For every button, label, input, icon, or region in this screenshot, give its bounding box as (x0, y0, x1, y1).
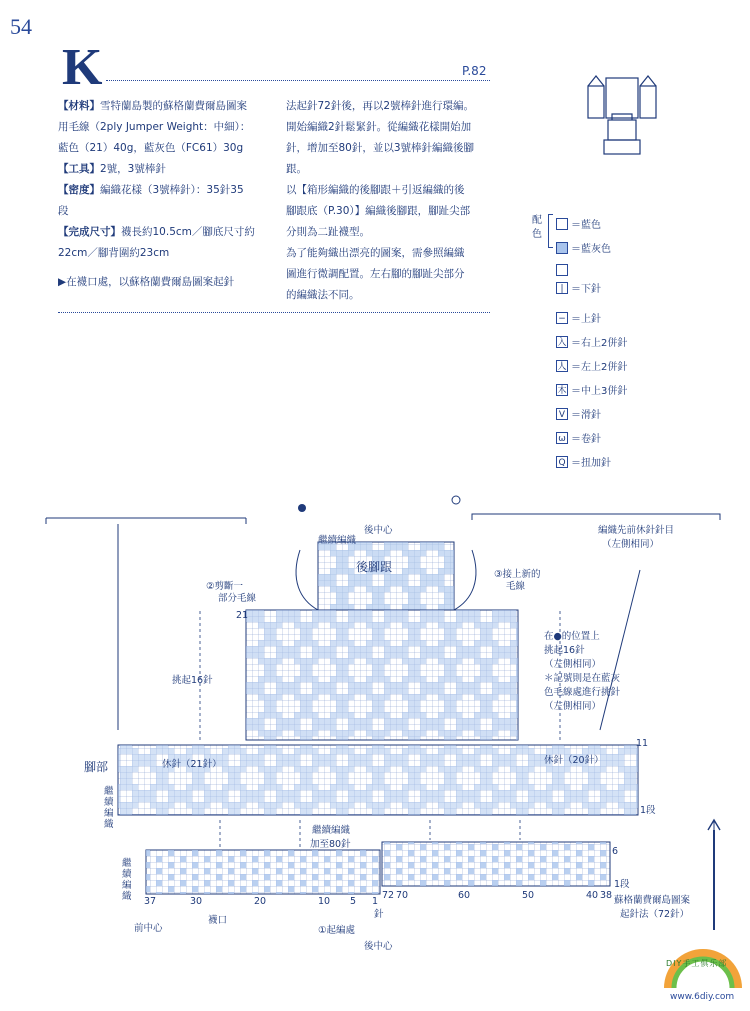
continue-vertical-label: 繼續編織 (104, 786, 114, 830)
marker-dot-icon (298, 504, 306, 512)
instruction-line: 針，增加至80針，並以3號棒針編織後腳 (286, 142, 475, 154)
needle-label: 針 (374, 909, 384, 920)
new-yarn-label-2: 毛線 (506, 581, 526, 592)
tick-label: 60 (458, 890, 471, 901)
tick-label: 72 (382, 890, 395, 901)
cuff-label: 襪口 (208, 915, 228, 926)
pick-position-note: 挑起16針 (544, 645, 585, 656)
rest-front-label: 編織先前休針針目 (598, 525, 675, 536)
text-bottom-dotted-rule (58, 312, 490, 313)
left-dec-icon: 人 (557, 361, 567, 372)
blue-gray-swatch-icon (556, 242, 568, 254)
foot-label: 腳部 (84, 760, 109, 774)
instruction-line: ▶在襪口處，以蘇格蘭費爾島圖案起針 (58, 276, 235, 288)
legend-item: | ＝下針 (556, 280, 601, 295)
tools-line: 【工具】2號，3號棒針 (58, 163, 166, 175)
instruction-line: 腳跟底（P.30）】編織後腳跟，腳趾尖部 (286, 205, 471, 217)
legend-item: V ＝滑針 (556, 406, 601, 421)
legend-item: 木 ＝中上3併針 (557, 385, 628, 397)
pick-position-note: （左側相同） (544, 701, 602, 712)
logo-url: www.6diy.com (670, 992, 735, 1002)
tick-label: 40 (586, 890, 599, 901)
center-back-label: 後中心 (364, 525, 393, 536)
tick-label: 50 (522, 890, 535, 901)
pick-16-label: 挑起16針 (172, 675, 213, 686)
continue-knit-label: 繼續編織 (318, 535, 357, 546)
pattern-cast-label: 蘇格蘭費爾島圖案 (614, 895, 691, 906)
legend-item: Q ＝扭加針 (556, 454, 611, 469)
loop-cast-icon: ω (556, 432, 568, 444)
pick-position-note: （左側相同） (544, 659, 602, 670)
tick-label: 1 (372, 896, 379, 907)
instruction-line: 開始編織2針鬆緊針。從編織花樣開始加 (286, 121, 472, 133)
legend-item: 入 ＝右上2併針 (557, 337, 628, 349)
legend-item: ＝藍灰色 (556, 240, 611, 255)
new-yarn-label: ③接上新的 (494, 569, 541, 580)
instruction-line: 跟。 (286, 163, 307, 175)
material-line: 用毛線（2ply Jumper Weight：中細）： (58, 121, 251, 133)
size-line: 【完成尺寸】襪長約10.5cm／腳底尺寸約 (58, 226, 255, 238)
row-1-label: 1段 (640, 805, 656, 816)
center-dec-icon: 木 (557, 385, 567, 396)
pick-position-note: 色毛線處進行挑針 (544, 687, 621, 698)
rest-front-label-2: （左側相同） (602, 539, 660, 550)
gauge-line: 【密度】編織花樣（3號棒針）：35針35 (58, 184, 244, 196)
tick-label: 38 (600, 890, 613, 901)
tick-label: 70 (396, 890, 409, 901)
header-dotted-rule (106, 80, 490, 81)
tick-label: 10 (318, 896, 331, 907)
back-center-bottom-label: 後中心 (364, 941, 393, 952)
logo-arc-text: DIY手工俱乐部 (666, 959, 728, 968)
instruction-line: 以【箱形編織的後腳跟＋引返編織的後 (286, 184, 465, 196)
row-11-label: 11 (636, 738, 649, 749)
row-1b-label: 1段 (614, 879, 630, 890)
cut-yarn-label: ②剪斷一 (206, 581, 244, 592)
rest-21-label: 休針（21針） (162, 759, 222, 770)
gauge-line: 段 (58, 205, 69, 217)
knit-empty-box-icon (556, 264, 568, 276)
purl-stitch-icon: − (556, 312, 568, 324)
size-line: 22cm／腳背圍約23cm (58, 247, 170, 259)
heel-label: 後腳跟 (356, 560, 393, 574)
twisted-inc-icon: Q (556, 456, 568, 468)
continue-add-label: 繼續編織 (312, 825, 351, 836)
legend-bracket (548, 214, 553, 248)
cut-yarn-label-2: 部分毛線 (218, 593, 257, 604)
instruction-line: 為了能夠織出漂亮的圖案，需參照編織 (286, 247, 465, 259)
tick-label: 30 (190, 896, 203, 907)
front-center-label: 前中心 (134, 923, 163, 934)
legend-color-label: 配色 (532, 215, 542, 240)
rest-20-label: 休針（20針） (544, 755, 604, 766)
pick-position-note: ＊記號則是在藍灰 (544, 673, 621, 684)
start-label: ①起編處 (318, 925, 356, 936)
knit-stitch-icon: | (556, 282, 568, 294)
blue-swatch-icon (556, 218, 568, 230)
tick-label: 20 (254, 896, 267, 907)
continue-add-label-2: 加至80針 (310, 839, 351, 850)
page-reference: P.82 (462, 64, 487, 78)
row-21-label: 21 (236, 610, 249, 621)
material-line: 藍色（21）40g，藍灰色（FC61）30g (58, 142, 244, 154)
legend-item: 人 ＝左上2併針 (557, 361, 628, 373)
instruction-line: 圖進行微調配置。左右腳的腳趾尖部分 (286, 268, 465, 280)
right-dec-icon: 入 (557, 337, 567, 348)
legend-item: ＝藍色 (556, 216, 601, 231)
tick-label: 37 (144, 896, 157, 907)
tick-label: 5 (350, 896, 357, 907)
marker-circle-icon (452, 496, 460, 504)
instruction-line: 法起針72針後，再以2號棒針進行環編。 (286, 100, 475, 112)
pattern-cast-label-2: 起針法（72針） (620, 909, 690, 920)
slip-stitch-icon: V (556, 408, 568, 420)
site-logo (660, 940, 746, 1006)
legend-item: ω ＝卷針 (556, 430, 601, 445)
pick-position-note: 在●的位置上 (544, 631, 600, 642)
materials-column (58, 96, 280, 293)
continue-vertical-label-2: 繼續編織 (122, 858, 132, 902)
page-number: 54 (10, 14, 32, 39)
sock-schematic-icon (586, 68, 658, 158)
section-letter: K (62, 39, 103, 96)
instruction-line: 的編織法不同。 (286, 289, 360, 301)
instructions-column (286, 96, 496, 306)
legend-item: − ＝上針 (556, 310, 601, 325)
material-line: 【材料】雪特蘭島製的蘇格蘭費爾島圖案 (58, 100, 247, 112)
row-6-label: 6 (612, 846, 619, 857)
instruction-line: 分則為二趾襪型。 (286, 226, 370, 238)
